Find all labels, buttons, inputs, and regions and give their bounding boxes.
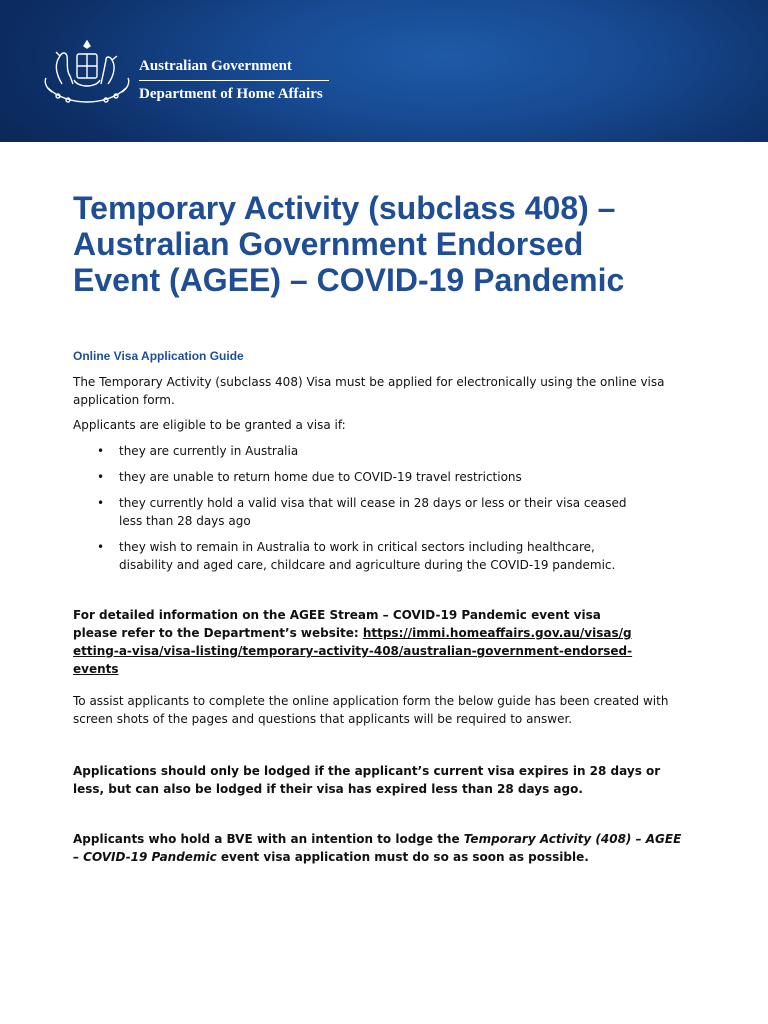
- bullet-icon: •: [97, 470, 105, 484]
- section-heading: Online Visa Application Guide: [73, 349, 244, 363]
- government-name: Australian Government: [139, 58, 292, 74]
- department-website-link[interactable]: https://immi.homeaffairs.gov.au/visas/getting-a-visa/visa-listing/temporary-activity-408/australian-government-endorsed-events: [73, 626, 633, 676]
- coat-of-arms-icon: [40, 40, 134, 106]
- list-item: • they are currently in Australia: [97, 444, 299, 458]
- lodge-paragraph: Applications should only be lodged if the applicant’s current visa expires in 28 days or less, but can also be lodged if their visa has expired less than 28 days ago.: [73, 764, 661, 796]
- bullet-icon: •: [97, 444, 105, 458]
- eligibility-list: [73, 442, 673, 574]
- header-divider: [139, 80, 329, 81]
- bve-paragraph: [73, 830, 683, 866]
- bve-visa-name: Temporary Activity (408) – AGEE – COVID-19 Pandemic: [73, 832, 682, 864]
- list-item: • they wish to remain in Australia to work in critical sectors including healthcare, disability and aged care, childcare and agriculture during the COVID-19 pandemic.: [97, 540, 616, 572]
- bullet-icon: •: [97, 540, 105, 554]
- title-line-3: Event (AGEE) – COVID-19 Pandemic: [73, 262, 625, 298]
- assist-paragraph: To assist applicants to complete the online application form the below guide has been created with screen shots of the pages and questions that applicants will be required to answer.: [73, 694, 669, 726]
- info-text: For detailed information on the AGEE Stream – COVID-19 Pandemic event visa please refer to the Department’s website:: [73, 608, 601, 640]
- bve-text-post: event visa application must do so as soon as possible.: [216, 850, 589, 864]
- list-item: • they are unable to return home due to COVID-19 travel restrictions: [97, 470, 522, 484]
- page-title: [73, 190, 733, 298]
- bullet-icon: •: [97, 496, 105, 510]
- department-name: Department of Home Affairs: [139, 86, 323, 102]
- title-line-2: Australian Government Endorsed: [73, 226, 584, 262]
- title-line-1: Temporary Activity (subclass 408) –: [73, 190, 616, 226]
- header-banner: [0, 0, 768, 142]
- list-item: • they currently hold a valid visa that will cease in 28 days or less or their visa ceased less than 28 days ago: [97, 496, 627, 528]
- eligibility-lead: Applicants are eligible to be granted a visa if:: [73, 418, 346, 432]
- info-paragraph: [73, 606, 633, 678]
- bve-text-pre: Applicants who hold a BVE with an intention to lodge the: [73, 832, 464, 846]
- intro-paragraph: The Temporary Activity (subclass 408) Visa must be applied for electronically using the online visa application form.: [73, 375, 665, 407]
